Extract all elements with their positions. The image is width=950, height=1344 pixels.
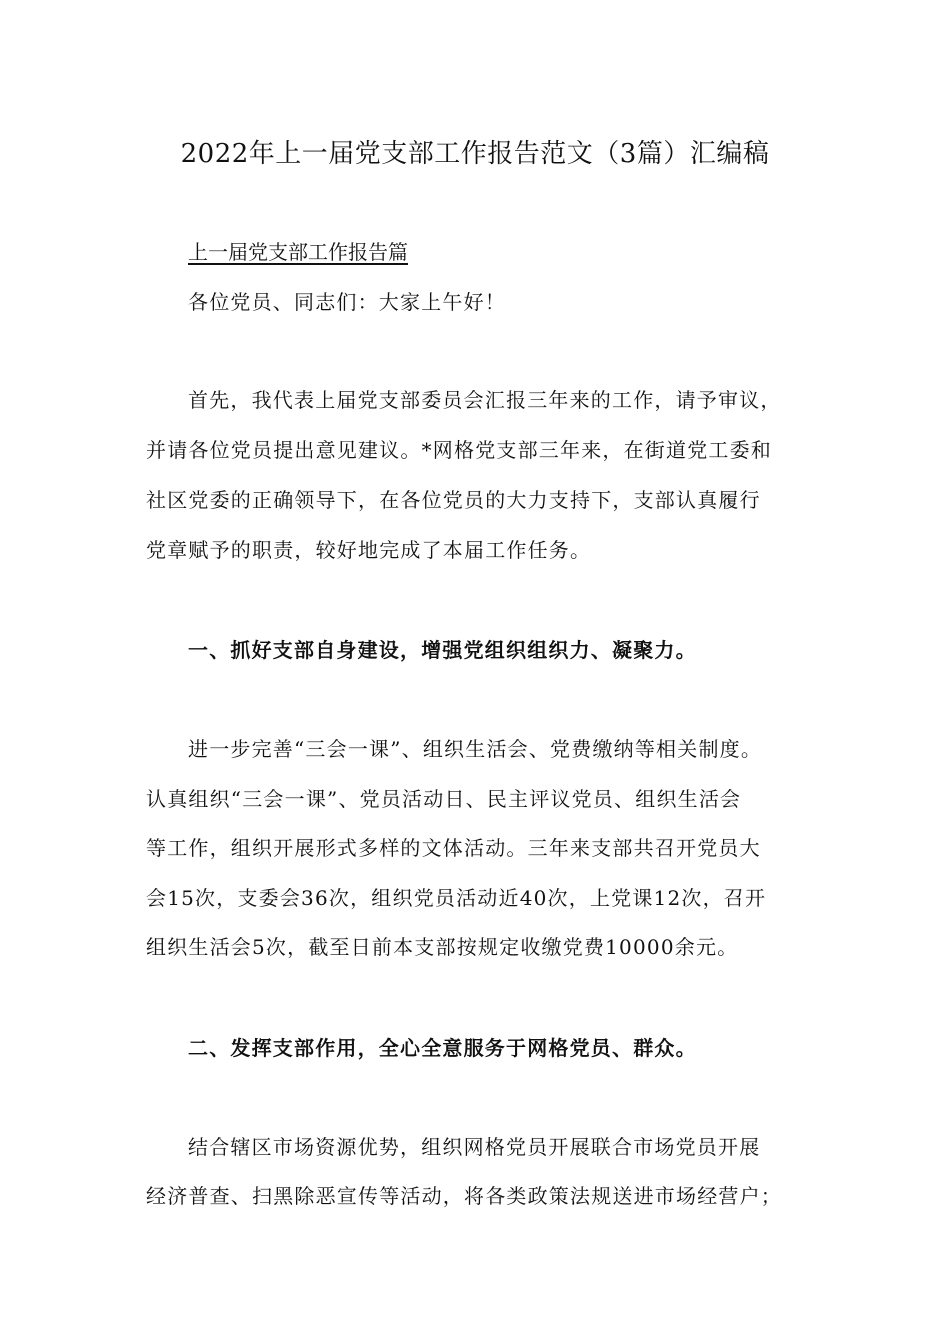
greeting-line: 各位党员、同志们：大家上午好！ [188, 290, 506, 314]
paragraph2-line3: 等工作，组织开展形式多样的文体活动。三年来支部共召开党员大 [146, 836, 761, 860]
paragraph2-line4: 会15次，支委会36次，组织党员活动近40次，上党课12次，召开 [146, 886, 767, 910]
paragraph2-line2: 认真组织“三会一课”、党员活动日、民主评议党员、组织生活会 [146, 787, 742, 811]
paragraph3-line2: 经济普查、扫黑除恶宣传等活动，将各类政策法规送进市场经营户； [146, 1184, 782, 1208]
paragraph2-line5: 组织生活会5次，截至日前本支部按规定收缴党费10000余元。 [146, 935, 739, 959]
paragraph3-line1: 结合辖区市场资源优势，组织网格党员开展联合市场党员开展 [188, 1135, 761, 1159]
section-title: 上一届党支部工作报告篇 [188, 240, 408, 264]
heading-one: 一、抓好支部自身建设，增强党组织组织力、凝聚力。 [188, 638, 697, 662]
document-title: 2022年上一届党支部工作报告范文（3篇）汇编稿 [180, 139, 770, 169]
paragraph2-line1: 进一步完善“三会一课”、组织生活会、党费缴纳等相关制度。 [188, 737, 763, 761]
heading-two: 二、发挥支部作用，全心全意服务于网格党员、群众。 [188, 1036, 697, 1060]
paragraph1-line4: 党章赋予的职责，较好地完成了本届工作任务。 [146, 538, 592, 562]
paragraph1-line2: 并请各位党员提出意见建议。*网格党支部三年来，在街道党工委和 [146, 438, 772, 462]
paragraph1-line3: 社区党委的正确领导下，在各位党员的大力支持下，支部认真履行 [146, 488, 761, 512]
paragraph1-line1: 首先，我代表上届党支部委员会汇报三年来的工作，请予审议， [188, 388, 782, 412]
